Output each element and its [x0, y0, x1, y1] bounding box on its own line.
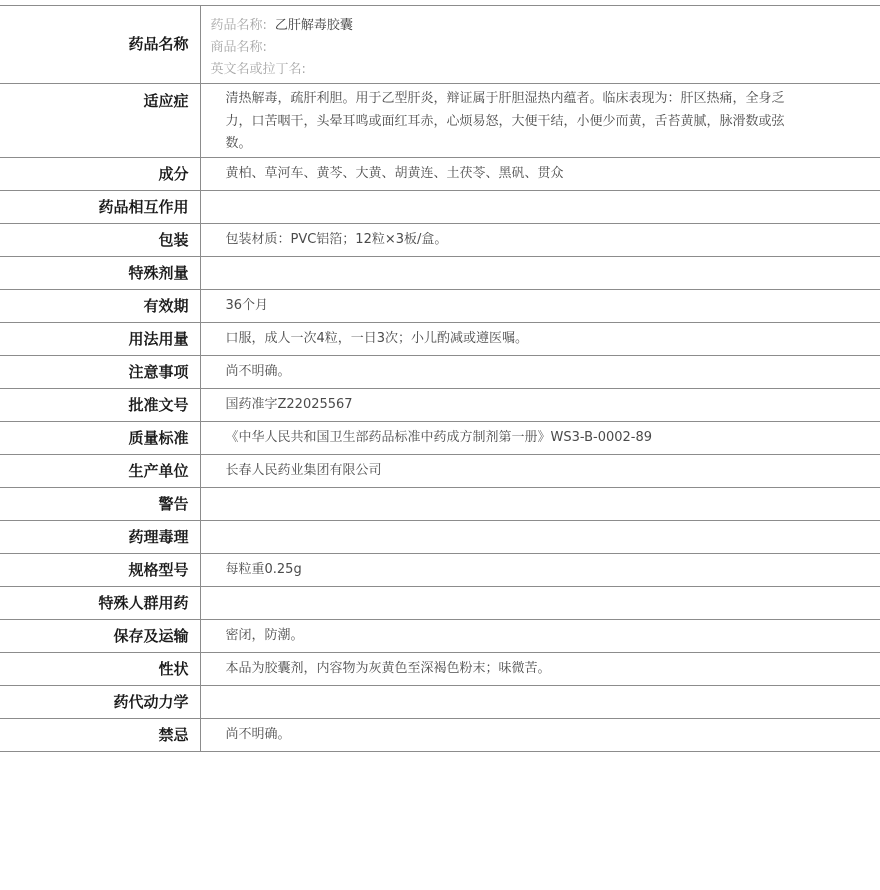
table-row-precautions	[0, 356, 880, 389]
row-value: 36个月	[200, 290, 880, 323]
row-label: 保存及运输	[0, 620, 200, 653]
table-row-manufacturer	[0, 455, 880, 488]
english-name-key: 英文名或拉丁名:	[210, 62, 306, 77]
row-label: 药品名称	[0, 6, 200, 84]
drug-info-table	[0, 5, 880, 752]
row-value: 尚不明确。	[200, 356, 880, 389]
row-label: 特殊人群用药	[0, 587, 200, 620]
row-value: 每粒重0.25g	[200, 554, 880, 587]
table-row-specification	[0, 554, 880, 587]
row-value	[200, 587, 880, 620]
row-value	[200, 191, 880, 224]
row-value	[200, 686, 880, 719]
table-row-interactions	[0, 191, 880, 224]
trade-name-key: 商品名称:	[210, 40, 267, 55]
row-label: 药理毒理	[0, 521, 200, 554]
row-label: 药代动力学	[0, 686, 200, 719]
table-row-shelf-life	[0, 290, 880, 323]
row-label: 质量标准	[0, 422, 200, 455]
table-row-warning	[0, 488, 880, 521]
table-row-pharmacology	[0, 521, 880, 554]
row-value: 《中华人民共和国卫生部药品标准中药成方制剂第一册》WS3-B-0002-89	[200, 422, 880, 455]
table-row-quality-standard	[0, 422, 880, 455]
row-value: 本品为胶囊剂，内容物为灰黄色至深褐色粉末；味微苦。	[200, 653, 880, 686]
table-row-drug-name	[0, 6, 880, 84]
row-label: 药品相互作用	[0, 191, 200, 224]
row-value: 口服，成人一次4粒，一日3次；小儿酌减或遵医嘱。	[200, 323, 880, 356]
table-row-dosage	[0, 323, 880, 356]
row-label: 生产单位	[0, 455, 200, 488]
row-label: 规格型号	[0, 554, 200, 587]
row-label: 批准文号	[0, 389, 200, 422]
row-label: 成分	[0, 158, 200, 191]
generic-name-line	[211, 15, 880, 37]
english-name-line	[211, 59, 880, 81]
table-row-contraindications	[0, 719, 880, 752]
table-row-approval-number	[0, 389, 880, 422]
table-row-storage	[0, 620, 880, 653]
table-row-packaging	[0, 224, 880, 257]
row-label: 适应症	[0, 84, 200, 158]
row-label: 禁忌	[0, 719, 200, 752]
row-value: 包装材质：PVC铝箔；12粒×3板/盒。	[200, 224, 880, 257]
row-value	[200, 521, 880, 554]
row-label: 警告	[0, 488, 200, 521]
row-value	[200, 257, 880, 290]
table-row-special-dosage	[0, 257, 880, 290]
row-label: 注意事项	[0, 356, 200, 389]
row-label: 特殊剂量	[0, 257, 200, 290]
row-label: 包装	[0, 224, 200, 257]
row-value: 黄柏、草河车、黄芩、大黄、胡黄连、土茯苓、黑矾、贯众	[200, 158, 880, 191]
row-value: 长春人民药业集团有限公司	[200, 455, 880, 488]
table-row-indication	[0, 84, 880, 158]
table-row-special-populations	[0, 587, 880, 620]
generic-name-key: 药品名称:	[210, 18, 267, 33]
drug-name-block	[200, 6, 880, 84]
row-value: 国药准字Z22025567	[200, 389, 880, 422]
row-value	[200, 488, 880, 521]
trade-name-line	[211, 37, 880, 59]
table-row-pharmacokinetics	[0, 686, 880, 719]
row-value: 清热解毒，疏肝利胆。用于乙型肝炎，辩证属于肝胆湿热内蕴者。临床表现为：肝区热痛，全身乏力，口苦咽干，头晕耳鸣或面红耳赤，心烦易怒，大便干结，小便少而黄，舌苔黄腻，脉滑数或弦数。	[200, 84, 880, 158]
table-row-appearance	[0, 653, 880, 686]
row-value: 尚不明确。	[200, 719, 880, 752]
table-row-ingredients	[0, 158, 880, 191]
row-label: 有效期	[0, 290, 200, 323]
row-label: 性状	[0, 653, 200, 686]
generic-name-value: 乙肝解毒胶囊	[274, 18, 353, 33]
row-label: 用法用量	[0, 323, 200, 356]
row-value: 密闭，防潮。	[200, 620, 880, 653]
